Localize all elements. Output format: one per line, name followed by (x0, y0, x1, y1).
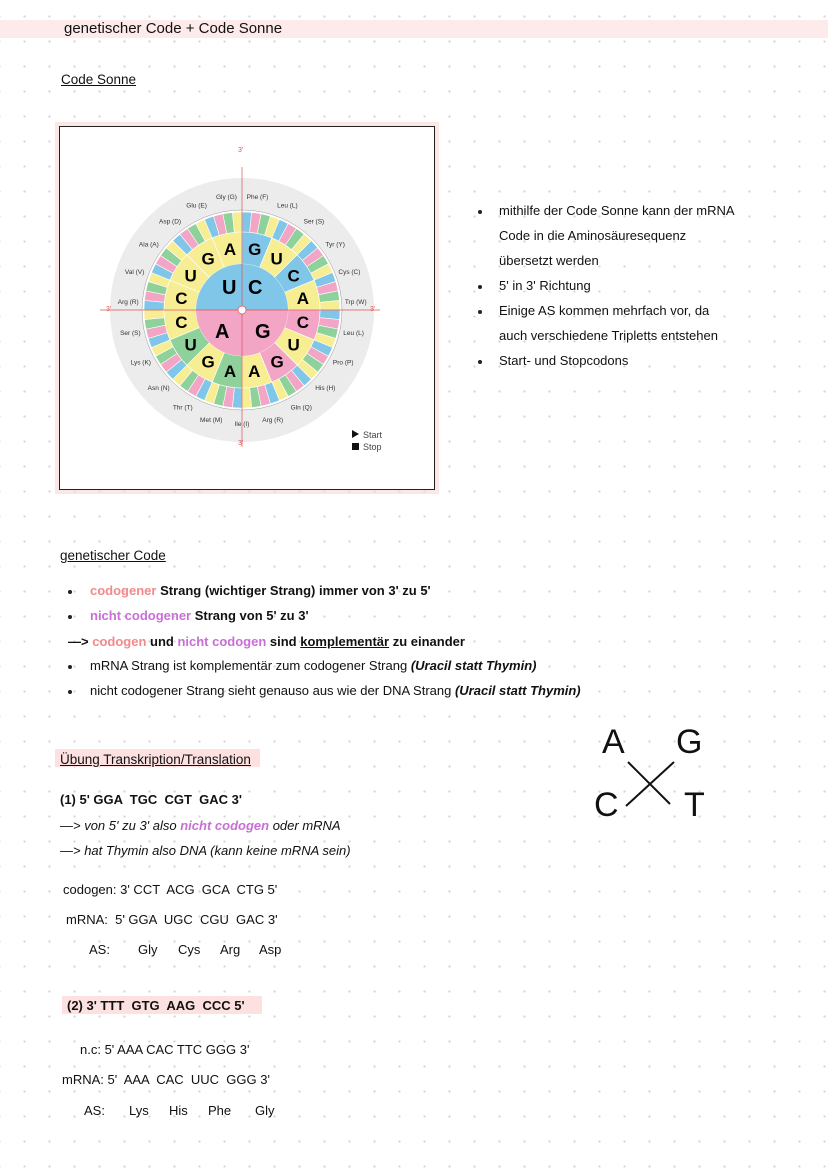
handwritten-a: A (602, 723, 625, 761)
bullet-dot (478, 210, 482, 214)
amino-acid-label: Ile (I) (234, 421, 250, 428)
heading-genetischer-code: genetischer Code (60, 548, 166, 563)
inner-u-label: U (222, 277, 237, 299)
amino-acid-label: Leu (L) (277, 202, 298, 210)
three-prime-top: 3' (238, 147, 244, 154)
exercise-2-as-label: AS: (84, 1103, 105, 1118)
ring2-letter: G (201, 352, 215, 372)
code-sun-wheel (60, 127, 434, 489)
handwritten-t: T (684, 786, 705, 820)
amino-acid-label: Ser (S) (303, 218, 325, 226)
exercise-1-title: (1) 5' GGA TGC CGT GAC 3' (60, 792, 242, 807)
exercise-1-note-1: —> von 5' zu 3' also nicht codogen oder mRNA (60, 818, 341, 833)
stop-marker-icon (352, 443, 359, 450)
ring2-letter: U (184, 266, 197, 286)
ring2-letter: G (270, 352, 284, 372)
amino-acid-label: Asp (D) (159, 218, 182, 226)
amino-acid-label: Ala (A) (138, 241, 159, 249)
amino-acid-label: Met (M) (200, 416, 223, 424)
exercise-1-as-2: Cys (178, 942, 201, 957)
note-line-5: Einige AS kommen mehrfach vor, da (499, 303, 710, 318)
inner-g-label: G (255, 321, 271, 343)
amino-acid-label: His (H) (315, 384, 336, 392)
amino-acid-label: Trp (W) (344, 299, 367, 307)
handwritten-c: C (594, 786, 619, 820)
exercise-1-as-1: Gly (138, 942, 158, 957)
amino-acid-label: Thr (T) (172, 404, 193, 412)
ring2-letter: C (287, 266, 300, 286)
exercise-1-as-3: Arg (220, 942, 241, 957)
gc-line-1: codogener Strang (wichtiger Strang) immer von 3' zu 5' (90, 583, 431, 598)
exercise-2-title: (2) 3' TTT GTG AAG CCC 5' (67, 998, 245, 1013)
page-title: genetischer Code + Code Sonne (64, 20, 283, 37)
exercise-1-as-label: AS: (89, 942, 110, 957)
heading-code-sonne: Code Sonne (61, 72, 137, 87)
legend-stop: Stop (363, 442, 382, 452)
amino-acid-label: Gly (G) (216, 194, 237, 202)
exercise-2-as-2: His (169, 1103, 188, 1118)
ring2-letter: A (223, 240, 237, 260)
gc-line-5: nicht codogener Strang sieht genauso aus wie der DNA Strang (Uracil statt Thymin) (90, 683, 581, 698)
gc-line-4: mRNA Strang ist komplementär zum codogener Strang (Uracil statt Thymin) (90, 658, 537, 673)
ring2-letter: G (248, 240, 262, 260)
note-line-2: Code in die Aminosäuresequenz (499, 228, 687, 243)
ring3-segment (144, 310, 164, 320)
ring2-letter: C (296, 313, 310, 333)
ring2-letter: A (296, 288, 310, 308)
three-prime-bottom: 3' (238, 440, 244, 447)
note-line-7: Start- und Stopcodons (499, 353, 629, 368)
ring2-letter: A (223, 361, 237, 381)
amino-acid-label: Leu (L) (343, 330, 364, 338)
ring2-letter: A (248, 361, 261, 381)
exercise-2-mrna: mRNA: 5' AAA CAC UUC GGG 3' (62, 1072, 270, 1087)
note-line-4: 5' in 3' Richtung (499, 278, 591, 293)
bullet-dot (68, 590, 72, 594)
bullet-dot (68, 665, 72, 669)
exercise-2-as-3: Phe (208, 1103, 232, 1118)
ring2-letter: U (270, 249, 283, 269)
handwritten-g: G (676, 723, 703, 761)
exercise-1-mrna: mRNA: 5' GGA UGC CGU GAC 3' (66, 912, 278, 927)
exercise-2-nc: n.c: 5' AAA CAC TTC GGG 3' (80, 1042, 250, 1057)
exercise-2-as-4: Gly (255, 1103, 275, 1118)
amino-acid-label: Asn (N) (147, 384, 170, 392)
ring2-letter: C (175, 288, 188, 308)
bullet-dot (68, 615, 72, 619)
amino-acid-label: Pro (P) (332, 359, 354, 367)
amino-acid-label: Val (V) (124, 268, 145, 276)
amino-acid-label: Gln (Q) (290, 404, 312, 412)
inner-a-label: A (215, 321, 230, 343)
note-line-6: auch verschiedene Tripletts entstehen (499, 328, 718, 343)
base-pairing-sketch (590, 720, 720, 820)
exercise-1-as-4: Asp (259, 942, 282, 957)
ring3-segment (320, 300, 340, 310)
inner-c-label: C (248, 277, 263, 299)
bullet-dot (478, 310, 482, 314)
note-line-1: mithilfe der Code Sonne kann der mRNA (499, 203, 735, 218)
note-line-3: übersetzt werden (499, 253, 599, 268)
ring2-letter: U (184, 335, 197, 355)
three-prime-left: 3' (106, 306, 112, 313)
gc-line-2: nicht codogener Strang von 5' zu 3' (90, 608, 309, 623)
amino-acid-label: Tyr (Y) (325, 241, 345, 249)
exercise-1-note-2: —> hat Thymin also DNA (kann keine mRNA sein) (60, 843, 351, 858)
amino-acid-label: Glu (E) (186, 202, 207, 210)
ring2-letter: C (175, 313, 188, 333)
amino-acid-label: Cys (C) (338, 268, 361, 276)
exercise-2-as-1: Lys (129, 1103, 149, 1118)
bullet-dot (478, 285, 482, 289)
amino-acid-label: Arg (R) (262, 416, 284, 424)
amino-acid-label: Arg (R) (117, 299, 139, 307)
bullet-dot (478, 360, 482, 364)
heading-uebung: Übung Transkription/Translation (60, 752, 251, 767)
exercise-1-codogen: codogen: 3' CCT ACG GCA CTG 5' (63, 882, 278, 897)
legend-start: Start (363, 430, 383, 440)
code-sun-figure (59, 126, 435, 490)
gc-line-3: —> codogen und nicht codogen sind komplementär zu einander (68, 634, 465, 649)
ring3-segment (232, 212, 242, 232)
amino-acid-label: Ser (S) (120, 330, 141, 338)
three-prime-right: 3' (370, 306, 376, 313)
start-marker-icon (352, 430, 359, 438)
ring3-segment (242, 388, 252, 408)
ring2-letter: U (287, 335, 300, 355)
amino-acid-label: Lys (K) (130, 359, 151, 367)
amino-acid-label: Phe (F) (246, 194, 269, 202)
ring2-letter: G (201, 249, 215, 269)
bullet-dot (68, 690, 72, 694)
